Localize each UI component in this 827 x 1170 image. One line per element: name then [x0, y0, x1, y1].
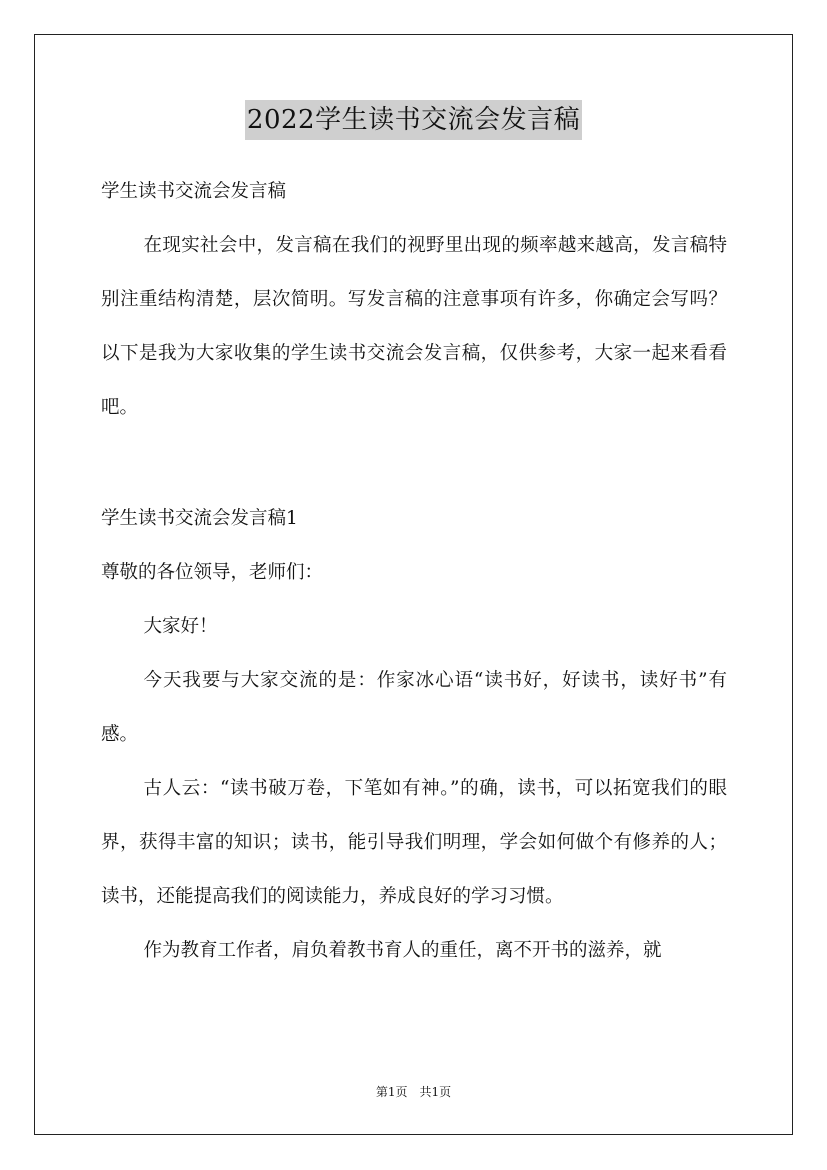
- section-body: [101, 492, 727, 978]
- paragraph-1: 今天我要与大家交流的是：作家冰心语“读书好，好读书，读好书”有感。: [101, 670, 727, 745]
- document-body: [101, 165, 727, 435]
- title-container: [0, 100, 827, 140]
- intro-paragraph: 在现实社会中，发言稿在我们的视野里出现的频率越来越高，发言稿特别注重结构清楚，层次简明。写发言稿的注意事项有许多，你确定会写吗？以下是我为大家收集的学生读书交流会发言稿，仅供参考，大家一起来看看吧。: [101, 235, 727, 418]
- paragraph-2: 古人云：“读书破万卷，下笔如有神。”的确，读书，可以拓宽我们的眼界，获得丰富的知识；读书，能引导我们明理，学会如何做个有修养的人；读书，还能提高我们的阅读能力，养成良好的学习习惯。: [101, 778, 727, 907]
- paragraph-3: 作为教育工作者，肩负着教书育人的重任，离不开书的滋养，就: [143, 940, 662, 961]
- greeting: 大家好！: [143, 616, 218, 637]
- salutation: 尊敬的各位领导，老师们：: [101, 562, 324, 583]
- subtitle: 学生读书交流会发言稿: [101, 181, 287, 202]
- page-footer: 第1页 共1页: [375, 1085, 452, 1099]
- section-title: 学生读书交流会发言稿1: [101, 508, 298, 529]
- document-title: 2022学生读书交流会发言稿: [245, 100, 582, 140]
